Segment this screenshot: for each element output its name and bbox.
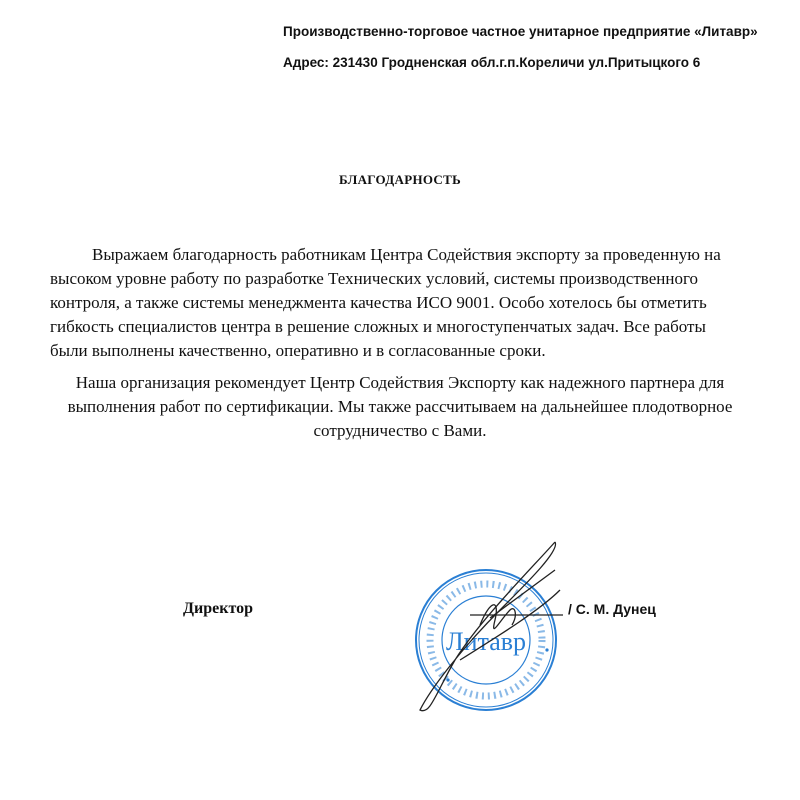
text-line: высоком уровне работу по разработке Технических условий, системы производственного <box>50 269 699 288</box>
signer-name: / С. М. Дунец <box>568 601 656 617</box>
text-line: Выражаем благодарность работникам Центра Содействия экспорту за проведенную на <box>92 245 721 264</box>
paragraph-1 <box>50 243 721 363</box>
org-address: Адрес: 231430 Гродненская обл.г.п.Кореличи ул.Притыцкого 6 <box>283 55 701 70</box>
document-title: БЛАГОДАРНОСТЬ <box>339 172 461 187</box>
stamp-seal <box>400 530 564 730</box>
org-name: Производственно-торговое частное унитарное предприятие «Литавр» <box>283 24 758 39</box>
text-line: контроля, а также системы менеджмента качества ИСО 9001. Особо хотелось бы отметить <box>50 293 707 312</box>
text-line: гибкость специалистов центра в решение сложных и многоступенчатых задач. Все работы <box>50 317 706 336</box>
director-label: Директор <box>183 600 253 617</box>
text-line: были выполнены качественно, оперативно и в согласованные сроки. <box>50 341 546 360</box>
text-line: Наша организация рекомендует Центр Содействия Экспорту как надежного партнера для <box>75 373 725 392</box>
stamp-center-text: Литавр <box>445 627 527 656</box>
paragraph-2 <box>40 371 760 443</box>
text-line: выполнения работ по сертификации. Мы также рассчитываем на дальнейшее плодотворное <box>67 397 733 416</box>
text-line: сотрудничество с Вами. <box>313 421 487 440</box>
